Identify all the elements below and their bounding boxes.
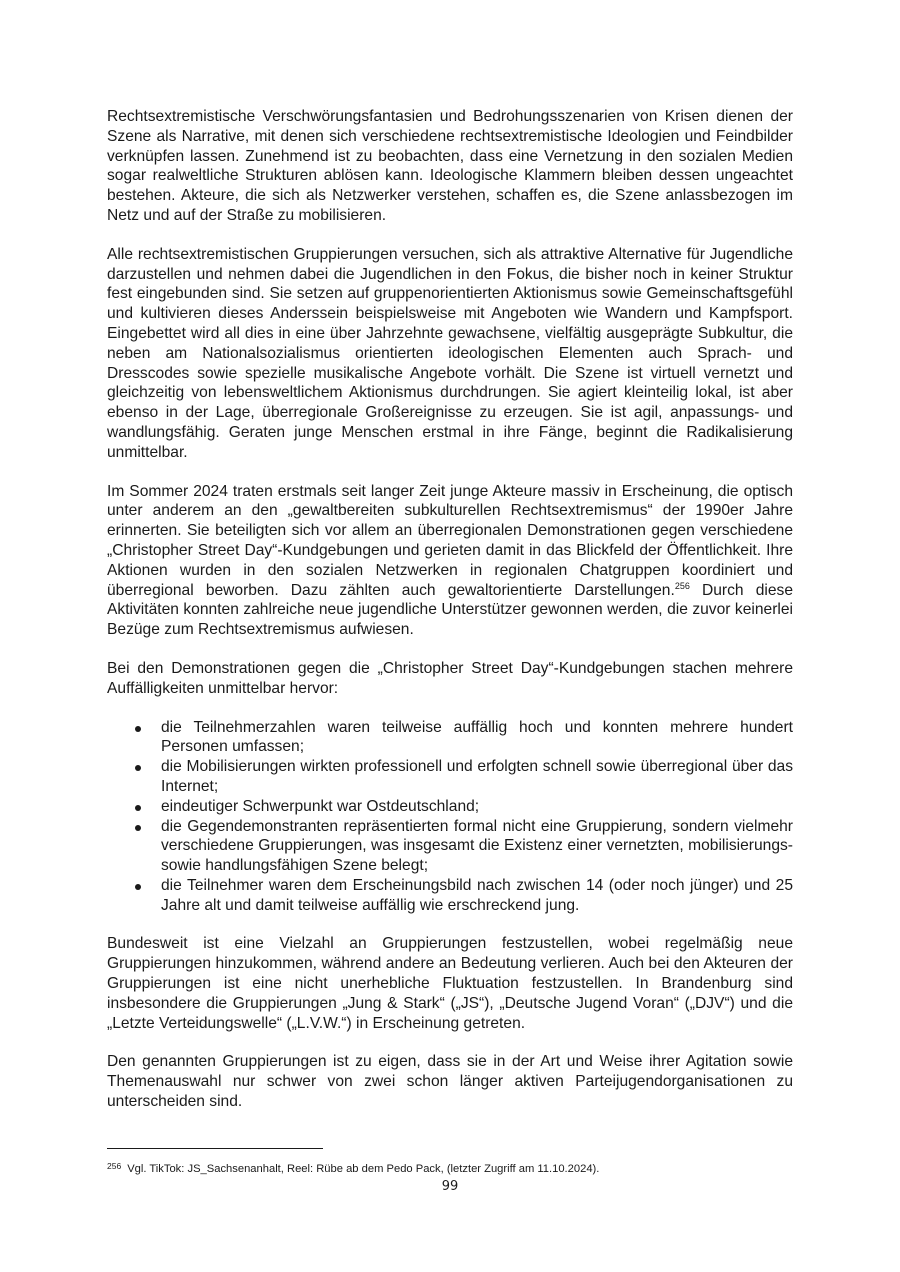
paragraph-3 (107, 482, 793, 640)
page-number: 99 (441, 1179, 459, 1194)
list-item-text: die Gegendemonstranten repräsentierten formal nicht eine Gruppierung, sondern vielmehr verschiedene Gruppierungen, was insgesamt die Existenz einer vernetzten, mobilisierungs- sowie handlungsfähigen Szene belegt; (161, 817, 793, 875)
list-item (107, 718, 793, 758)
footnote (107, 1159, 793, 1176)
bullet-list (107, 718, 793, 916)
paragraph-1: Rechtsextremistische Verschwörungsfantasien und Bedrohungsszenarien von Krisen dienen der Szene als Narrative, mit denen sich verschiedene rechtsextremistische Ideologien und Feindbilder verknüpfen lassen. Zunehmend ist zu beobachten, dass eine Vernetzung in den sozialen Medien sogar realweltliche Strukturen ablösen kann. Ideologische Klammern bleiben dessen ungeachtet bestehen. Akteure, die sich als Netzwerker verstehen, schaffen es, die Szene anlassbezogen im Netz und auf der Straße zu mobilisieren. (107, 108, 793, 224)
bullet-icon (135, 726, 141, 732)
bullet-icon (135, 765, 141, 771)
list-item-text: die Teilnehmer waren dem Erscheinungsbild nach zwischen 14 (oder noch jünger) und 25 Jahre alt und damit teilweise auffällig wie erschreckend jung. (161, 876, 793, 914)
footnote-divider (107, 1148, 323, 1149)
footnote-reference[interactable]: 256 (674, 580, 690, 591)
footnote-number: 256 (107, 1161, 122, 1171)
list-item-text: die Teilnehmerzahlen waren teilweise auffällig hoch und konnten mehrere hundert Personen umfassen; (161, 718, 793, 756)
bullet-icon (135, 884, 141, 890)
paragraph-5: Bundesweit ist eine Vielzahl an Gruppierungen festzustellen, wobei regelmäßig neue Gruppierungen hinzukommen, während andere an Bedeutung verlieren. Auch bei den Akteuren der Gruppierungen ist eine nicht unerhebliche Fluktuation festzustellen. In Brandenburg sind insbesondere die Gruppierungen „Jung & Stark“ („JS“), „Deutsche Jugend Voran“ („DJV“) und die „Letzte Verteidungswelle“ („L.V.W.“) in Erscheinung getreten. (107, 935, 793, 1032)
paragraph-6: Den genannten Gruppierungen ist zu eigen, dass sie in der Art und Weise ihrer Agitation sowie Themenauswahl nur schwer von zwei schon länger aktiven Parteijugendorganisationen zu unterscheiden sind. (107, 1053, 793, 1111)
paragraph-4: Bei den Demonstrationen gegen die „Christopher Street Day“-Kundgebungen stachen mehrere Auffälligkeiten unmittelbar hervor: (107, 659, 793, 697)
paragraph-3-part-2: Durch diese Aktivitäten konnten zahlreiche neue jugendliche Unterstützer gewonnen werden, die zuvor keinerlei Bezüge zum Rechtsextremismus aufwiesen. (107, 581, 793, 639)
bullet-icon (135, 805, 141, 811)
list-item-text: eindeutiger Schwerpunkt war Ostdeutschland; (161, 797, 480, 815)
list-item (107, 757, 793, 797)
list-item (107, 817, 793, 876)
list-item-text: die Mobilisierungen wirkten professionell und erfolgten schnell sowie überregional über das Internet; (161, 758, 793, 795)
bullet-icon (135, 825, 141, 831)
paragraph-3-part-1: Im Sommer 2024 traten erstmals seit langer Zeit junge Akteure massiv in Erscheinung, die optisch unter anderem an den „gewaltbereiten subkulturellen Rechtsextremismus“ der 1990er Jahre erinnerten. Sie beteiligten sich vor allem an überregionalen Demonstrationen gegen verschiedene „Christopher Street Day“-Kundgebungen und gerieten damit in das Blickfeld der Öffentlichkeit. Ihre Aktionen wurden in den sozialen Netzwerken in regionalen Chatgruppen koordiniert und überregional beworben. Dazu zählten auch gewaltorientierte Darstellungen. (107, 482, 793, 599)
paragraph-2: Alle rechtsextremistischen Gruppierungen versuchen, sich als attraktive Alternative für Jugendliche darzustellen und nehmen dabei die Jugendlichen in den Fokus, die bisher noch in keiner Struktur fest eingebunden sind. Sie setzen auf gruppenorientierten Aktionismus sowie Gemeinschaftsgefühl und kultivieren dieses Anderssein beispielsweise mit Angeboten wie Wandern und Kampfsport. Eingebettet wird all dies in eine über Jahrzehnte gewachsene, vielfältig ausgeprägte Subkultur, die neben am Nationalsozialismus orientierten ideologischen Elementen auch Sprach- und Dresscodes sowie spezielle musikalische Angebote vorhält. Die Szene ist virtuell vernetzt und gleichzeitig von lebensweltlichem Aktionismus durchdrungen. Sie agiert kleinteilig lokal, ist aber ebenso in der Lage, überregionale Großereignisse zu erzeugen. Sie ist agil, anpassungs- und wandlungsfähig. Geraten junge Menschen erstmal in ihre Fänge, beginnt die Radikalisierung unmittelbar. (107, 245, 793, 461)
body-text (107, 107, 793, 1131)
list-item (107, 876, 793, 916)
list-item (107, 797, 793, 817)
footnote-text: Vgl. TikTok: JS_Sachsenanhalt, Reel: Rübe ab dem Pedo Pack, (letzter Zugriff am 11.10.2024). (127, 1163, 600, 1175)
